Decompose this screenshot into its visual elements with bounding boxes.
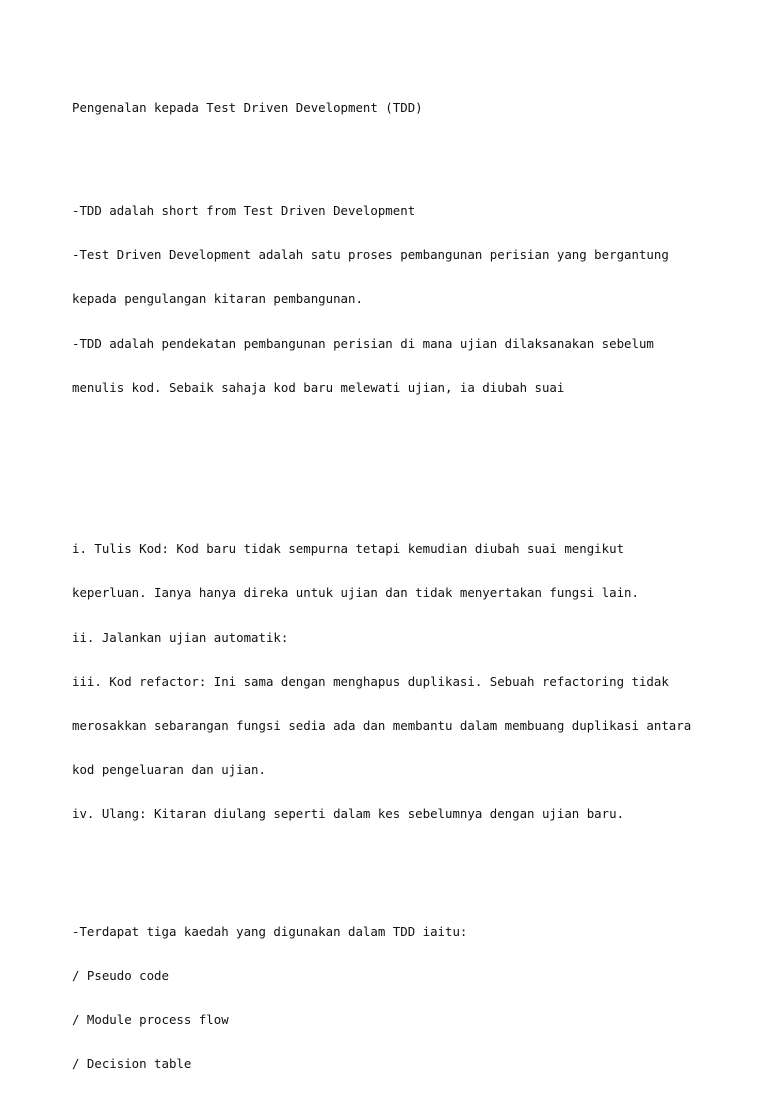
step-line-4: iii. Kod refactor: Ini sama dengan menghapus duplikasi. Sebuah refactoring tidak — [72, 673, 669, 689]
intro-line-1: -TDD adalah short from Test Driven Development — [72, 203, 416, 219]
step-line-3: ii. Jalankan ujian automatik: — [72, 629, 289, 645]
spacer — [72, 439, 712, 498]
spacer — [72, 146, 712, 161]
step-line-1: i. Tulis Kod: Kod baru tidak sempurna tetapi kemudian diubah suai mengikut — [72, 541, 625, 557]
step-line-5: merosakkan sebarangan fungsi sedia ada dan membantu dalam membuang duplikasi antara — [72, 717, 692, 733]
intro-line-3: kepada pengulangan kitaran pembangunan. — [72, 291, 363, 307]
step-line-2: keperluan. Ianya hanya direka untuk ujian dan tidak menyertakan fungsi lain. — [72, 585, 639, 601]
spacer — [72, 866, 712, 881]
intro-line-5: menulis kod. Sebaik sahaja kod baru melewati ujian, ia diubah suai — [72, 379, 565, 395]
methods-heading: -Terdapat tiga kaedah yang digunakan dalam TDD iaitu: — [72, 923, 468, 939]
intro-line-2: -Test Driven Development adalah satu proses pembangunan perisian yang bergantung — [72, 247, 669, 263]
document-body — [72, 72, 712, 1101]
method-item-pseudo-code: / Pseudo code — [72, 967, 169, 983]
document-title: Pengenalan kepada Test Driven Development (TDD) — [72, 100, 423, 116]
intro-line-4: -TDD adalah pendekatan pembangunan perisian di mana ujian dilaksanakan sebelum — [72, 335, 654, 351]
method-item-decision-table: / Decision table — [72, 1055, 192, 1071]
step-line-7: iv. Ulang: Kitaran diulang seperti dalam kes sebelumnya dengan ujian baru. — [72, 805, 625, 821]
step-line-6: kod pengeluaran dan ujian. — [72, 761, 266, 777]
method-item-module-process-flow: / Module process flow — [72, 1011, 229, 1027]
